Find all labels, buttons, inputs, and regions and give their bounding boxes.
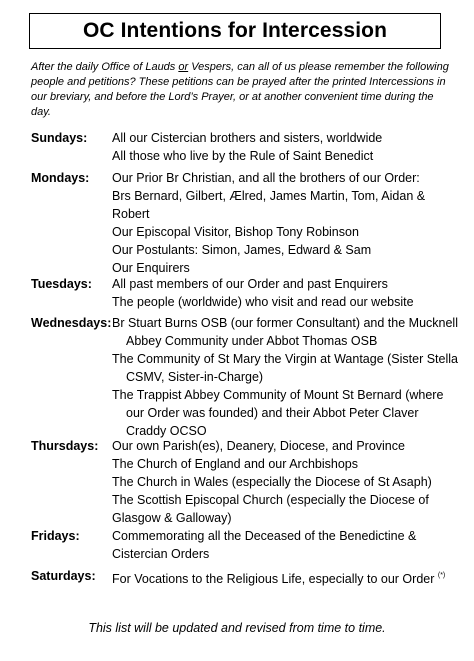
day-entries-tuesdays: [112, 275, 462, 311]
entry: Commemorating all the Deceased of the Benedictine & Cistercian Orders: [112, 529, 417, 561]
note-mark: (*): [437, 572, 446, 579]
day-entries-wednesdays: [112, 314, 462, 440]
day-label-fridays: Fridays:: [31, 529, 80, 543]
title-box: [29, 13, 441, 49]
entry: Brs Bernard, Gilbert, Ælred, James Martin, Tom, Aidan & Robert: [112, 189, 426, 221]
entry: The people (worldwide) who visit and read our website: [112, 295, 414, 309]
entry: All our Cistercian brothers and sisters, worldwide: [112, 131, 383, 145]
page-title: OC Intentions for Intercession: [82, 19, 388, 42]
closing-note: This list will be updated and revised from time to time.: [88, 621, 386, 635]
entry: The Community of St Mary the Virgin at Wantage (Sister Stella CSMV, Sister-in-Charge): [112, 352, 458, 384]
day-label-thursdays: Thursdays:: [31, 439, 99, 453]
day-entries-thursdays: [112, 437, 462, 527]
intro-paragraph: [31, 60, 449, 120]
entry: The Church in Wales (especially the Diocese of St Asaph): [112, 475, 432, 489]
entry: Our Prior Br Christian, and all the brothers of our Order:: [112, 171, 420, 185]
day-entries-sundays: [112, 129, 462, 165]
entry: The Church of England and our Archbishops: [112, 457, 358, 471]
day-label-mondays: Mondays:: [31, 171, 90, 185]
entry: Br Stuart Burns OSB (our former Consultant) and the Mucknell Abbey Community under Abbot Thomas OSB: [112, 316, 458, 348]
entry: Our Postulants: Simon, James, Edward & Sam: [112, 243, 372, 257]
intro-or-underlined: or: [178, 61, 189, 73]
day-entries-fridays: [112, 527, 462, 563]
day-entries-mondays: [112, 169, 462, 277]
entry: All those who live by the Rule of Saint Benedict: [112, 149, 374, 163]
entry: Our Enquirers: [112, 261, 190, 275]
day-entries-saturdays: [112, 567, 462, 588]
entry: [112, 567, 462, 588]
day-label-saturdays: Saturdays:: [31, 569, 96, 583]
intro-text-2: Vespers, can all of us please remember the following people and petitions? These petitions can be prayed after the printed Intercessions in our breviary, and before the Lord’s Prayer, or at another convenient time during the day.: [31, 61, 449, 118]
day-label-tuesdays: Tuesdays:: [31, 277, 92, 291]
entry: All past members of our Order and past Enquirers: [112, 277, 388, 291]
intro-text-1: After the daily Office of Lauds: [31, 61, 179, 73]
entry: The Scottish Episcopal Church (especially the Diocese of Glasgow & Galloway): [112, 493, 429, 525]
day-label-sundays: Sundays:: [31, 131, 88, 145]
entry-text: For Vocations to the Religious Life, especially to our Order: [112, 572, 435, 586]
entry: The Trappist Abbey Community of Mount St Bernard (where our Order was founded) and their Abbot Peter Claver Craddy OCSO: [112, 388, 444, 438]
entry: Our Episcopal Visitor, Bishop Tony Robinson: [112, 225, 359, 239]
day-label-wednesdays: Wednesdays:: [31, 316, 112, 330]
entry: Our own Parish(es), Deanery, Diocese, and Province: [112, 439, 405, 453]
